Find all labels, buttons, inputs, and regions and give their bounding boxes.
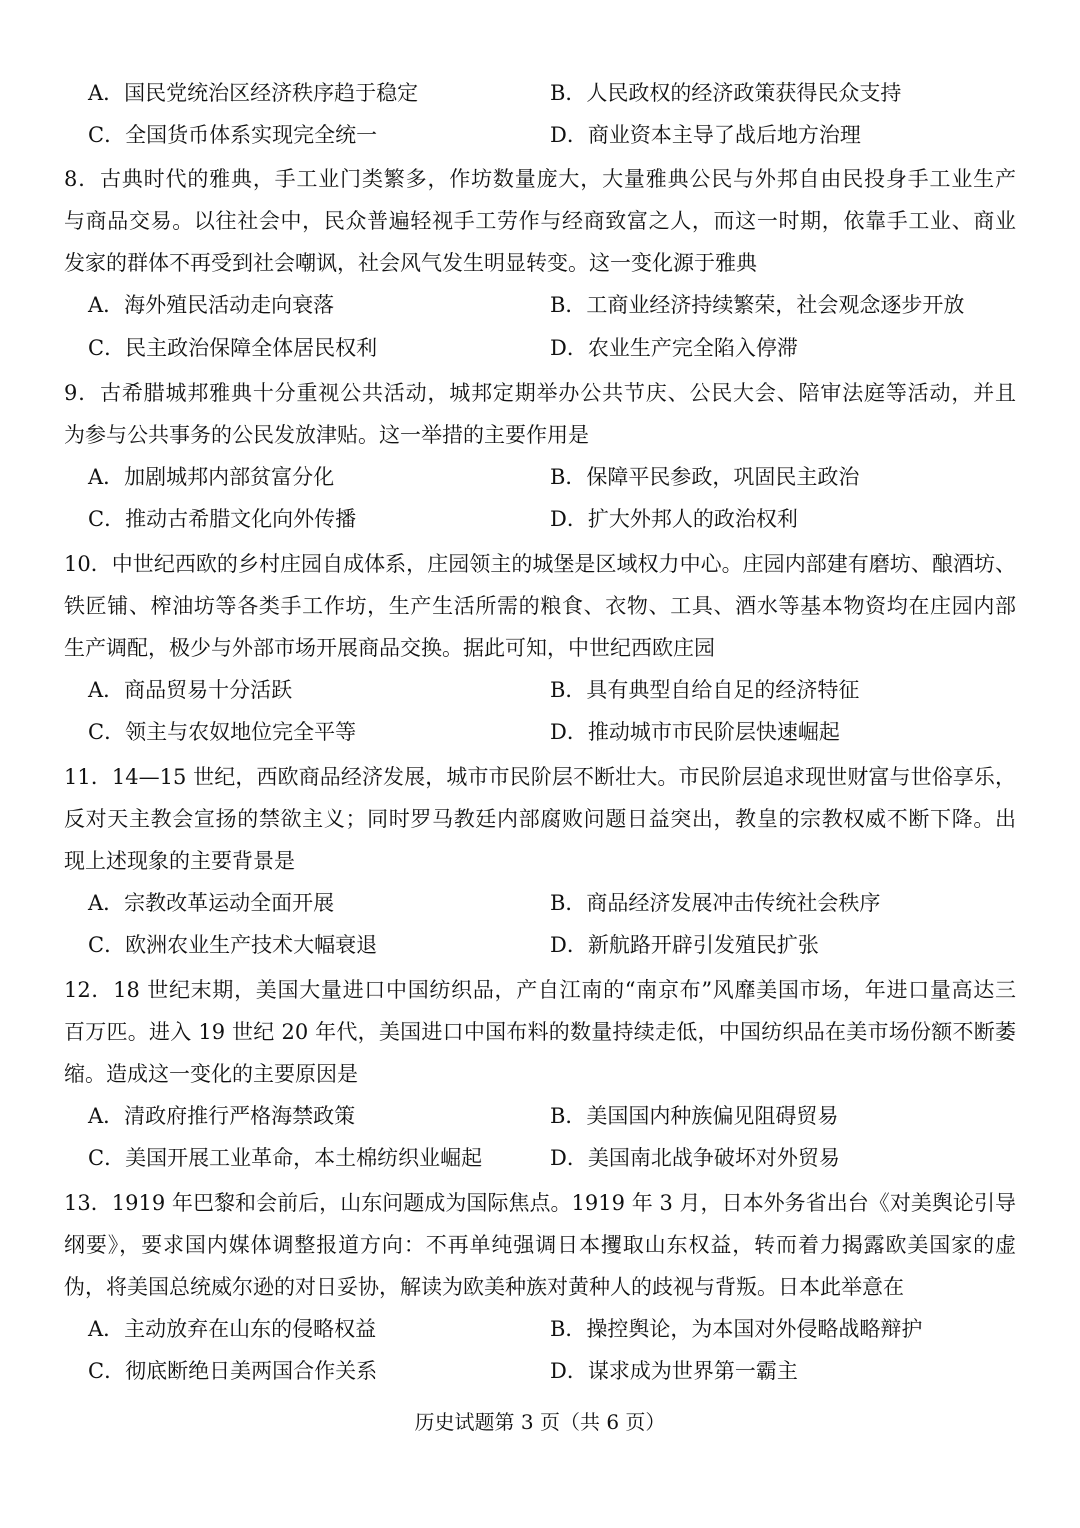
q8-option-d: D．农业生产完全陷入停滞 xyxy=(550,336,798,360)
q13-stem-line-2: 纲要》，要求国内媒体调整报道方向：不再单纯强调日本攫取山东权益，转而着力揭露欧美国家的虚 xyxy=(64,1233,1016,1257)
q9-option-d: D．扩大外邦人的政治权利 xyxy=(550,507,798,531)
q11-stem-line-2: 反对天主教会宣扬的禁欲主义；同时罗马教廷内部腐败问题日益突出，教皇的宗教权威不断下降。出 xyxy=(64,807,1016,831)
q11-stem-line-3: 现上述现象的主要背景是 xyxy=(64,849,295,873)
q10-stem-line-2: 铁匠铺、榨油坊等各类手工作坊，生产生活所需的粮食、衣物、工具、酒水等基本物资均在庄园内部 xyxy=(64,594,1016,618)
q12-option-b: B．美国国内种族偏见阻碍贸易 xyxy=(550,1104,839,1128)
q7-option-c: C．全国货币体系实现完全统一 xyxy=(88,123,378,147)
q11-option-c: C．欧洲农业生产技术大幅衰退 xyxy=(88,933,378,957)
q10-option-b: B．具有典型自给自足的经济特征 xyxy=(550,678,860,702)
q12-stem-line-1: 12．18 世纪末期，美国大量进口中国纺织品，产自江南的“南京布”风靡美国市场，年进口量高达三 xyxy=(64,978,1016,1002)
q13-option-c: C．彻底断绝日美两国合作关系 xyxy=(88,1359,378,1383)
q8-option-a: A．海外殖民活动走向衰落 xyxy=(88,293,335,317)
q12-option-d: D．美国南北战争破坏对外贸易 xyxy=(550,1146,840,1170)
page-footer: 历史试题第 3 页（共 6 页） xyxy=(414,1410,666,1434)
q8-option-c: C．民主政治保障全体居民权利 xyxy=(88,336,378,360)
q12-option-c: C．美国开展工业革命，本土棉纺织业崛起 xyxy=(88,1146,483,1170)
q10-stem-line-3: 生产调配，极少与外部市场开展商品交换。据此可知，中世纪西欧庄园 xyxy=(64,636,715,660)
q9-option-c: C．推动古希腊文化向外传播 xyxy=(88,507,357,531)
q12-stem-line-3: 缩。造成这一变化的主要原因是 xyxy=(64,1062,358,1086)
q13-stem-line-3: 伪，将美国总统威尔逊的对日妥协，解读为欧美种族对黄种人的歧视与背叛。日本此举意在 xyxy=(64,1275,904,1299)
q8-stem-line-1: 8．古典时代的雅典，手工业门类繁多，作坊数量庞大，大量雅典公民与外邦自由民投身手工业生产 xyxy=(64,167,1016,191)
q9-option-a: A．加剧城邦内部贫富分化 xyxy=(88,465,335,489)
q13-option-d: D．谋求成为世界第一霸主 xyxy=(550,1359,798,1383)
q11-option-a: A．宗教改革运动全面开展 xyxy=(88,891,335,915)
q11-stem-line-1: 11．14—15 世纪，西欧商品经济发展，城市市民阶层不断壮大。市民阶层追求现世财富与世俗享乐， xyxy=(64,765,1016,789)
q9-stem-line-2: 为参与公共事务的公民发放津贴。这一举措的主要作用是 xyxy=(64,423,589,447)
q7-option-b: B．人民政权的经济政策获得民众支持 xyxy=(550,81,902,105)
q10-option-a: A．商品贸易十分活跃 xyxy=(88,678,293,702)
q7-option-a: A．国民党统治区经济秩序趋于稳定 xyxy=(88,81,419,105)
q8-stem-line-2: 与商品交易。以往社会中，民众普遍轻视手工劳作与经商致富之人，而这一时期，依靠手工业、商业 xyxy=(64,209,1016,233)
q9-stem-line-1: 9．古希腊城邦雅典十分重视公共活动，城邦定期举办公共节庆、公民大会、陪审法庭等活动，并且 xyxy=(64,381,1016,405)
q8-stem-line-3: 发家的群体不再受到社会嘲讽，社会风气发生明显转变。这一变化源于雅典 xyxy=(64,251,757,275)
q10-stem-line-1: 10．中世纪西欧的乡村庄园自成体系，庄园领主的城堡是区域权力中心。庄园内部建有磨坊、酿酒坊、 xyxy=(64,552,1016,576)
q12-stem-line-2: 百万匹。进入 19 世纪 20 年代，美国进口中国布料的数量持续走低，中国纺织品在美市场份额不断萎 xyxy=(64,1020,1016,1044)
q7-option-d: D．商业资本主导了战后地方治理 xyxy=(550,123,861,147)
q13-stem-line-1: 13．1919 年巴黎和会前后，山东问题成为国际焦点。1919 年 3 月，日本外务省出台《对美舆论引导 xyxy=(64,1191,1016,1215)
q12-option-a: A．清政府推行严格海禁政策 xyxy=(88,1104,356,1128)
q13-option-a: A．主动放弃在山东的侵略权益 xyxy=(88,1317,377,1341)
q11-option-d: D．新航路开辟引发殖民扩张 xyxy=(550,933,819,957)
q13-option-b: B．操控舆论，为本国对外侵略战略辩护 xyxy=(550,1317,923,1341)
q8-option-b: B．工商业经济持续繁荣，社会观念逐步开放 xyxy=(550,293,965,317)
q10-option-d: D．推动城市市民阶层快速崛起 xyxy=(550,720,840,744)
q11-option-b: B．商品经济发展冲击传统社会秩序 xyxy=(550,891,881,915)
q9-option-b: B．保障平民参政，巩固民主政治 xyxy=(550,465,860,489)
q10-option-c: C．领主与农奴地位完全平等 xyxy=(88,720,357,744)
